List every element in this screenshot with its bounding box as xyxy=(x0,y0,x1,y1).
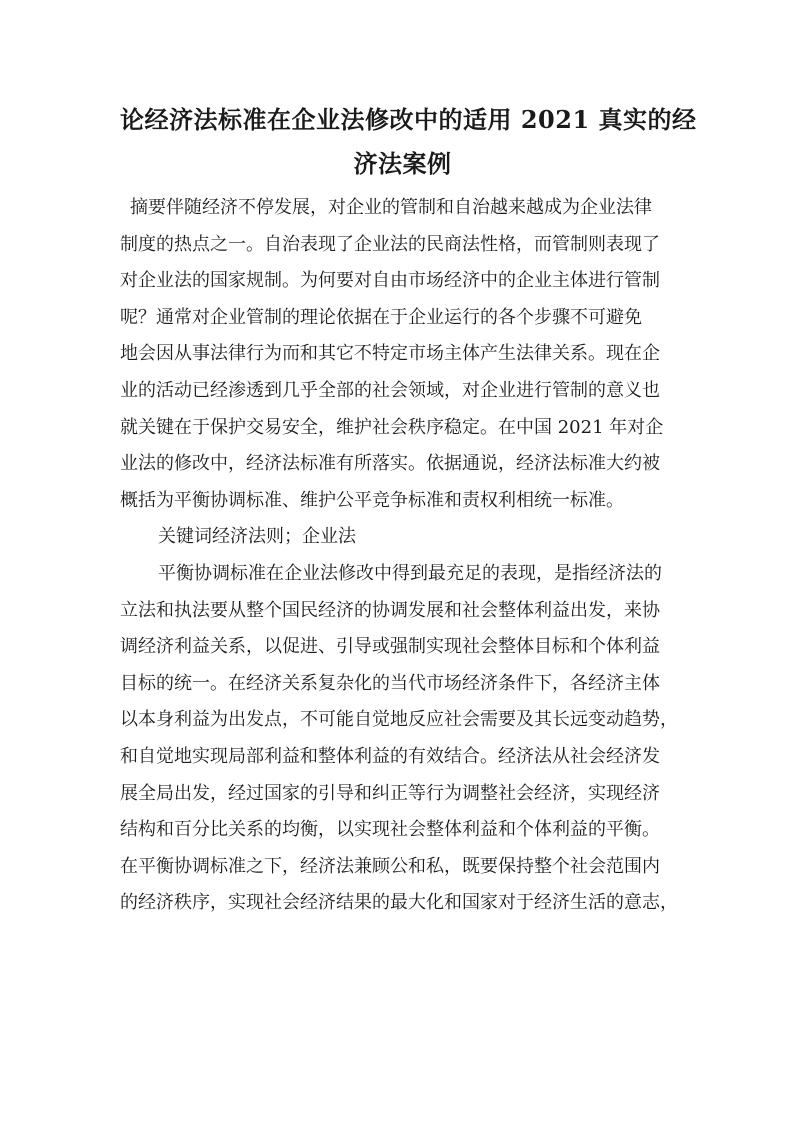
body-line: 展全局出发，经过国家的引导和纠正等行为调整社会经济，实现经济 xyxy=(120,782,660,804)
body-line: 立法和执法要从整个国民经济的协调发展和社会整体利益出发，来协 xyxy=(120,599,660,621)
keywords-paragraph xyxy=(120,519,685,556)
document-title xyxy=(120,98,697,186)
body-line: 的经济秩序，实现社会经济结果的最大化和国家对于经济生活的意志， xyxy=(120,892,678,914)
abstract-paragraph xyxy=(120,190,685,519)
abstract-line: 呢？通常对企业管制的理论依据在于企业运行的各个步骤不可避免 xyxy=(120,306,642,328)
body-line: 目标的统一。在经济关系复杂化的当代市场经济条件下，各经济主体 xyxy=(120,672,660,694)
abstract-line: 制度的热点之一。自治表现了企业法的民商法性格，而管制则表现了 xyxy=(120,233,660,255)
title-line: 论经济法标准在企业法修改中的适用 2021 真实的经 xyxy=(120,105,697,134)
body-line: 平衡协调标准在企业法修改中得到最充足的表现，是指经济法的 xyxy=(158,562,662,584)
body-line: 以本身利益为出发点，不可能自觉地反应社会需要及其长远变动趋势， xyxy=(120,709,678,731)
abstract-line: 摘要伴随经济不停发展，对企业的管制和自治越来越成为企业法律 xyxy=(130,197,652,218)
title-line: 济法案例 xyxy=(353,149,452,178)
body-paragraph xyxy=(120,556,685,922)
abstract-line: 业的活动已经渗透到几乎全部的社会领域，对企业进行管制的意义也 xyxy=(120,379,660,401)
abstract-line: 概括为平衡协调标准、维护公平竞争标准和责权利相统一标准。 xyxy=(120,489,624,511)
document-body xyxy=(120,190,685,922)
body-line: 调经济利益关系，以促进、引导或强制实现社会整体目标和个体利益 xyxy=(120,636,660,658)
abstract-line: 业法的修改中，经济法标准有所落实。依据通说，经济法标准大约被 xyxy=(120,453,660,475)
body-line: 结构和百分比关系的均衡，以实现社会整体利益和个体利益的平衡。 xyxy=(120,819,660,841)
abstract-line: 地会因从事法律行为而和其它不特定市场主体产生法律关系。现在企 xyxy=(120,343,660,365)
body-line: 和自觉地实现局部利益和整体利益的有效结合。经济法从社会经济发 xyxy=(120,745,660,767)
abstract-line: 就关键在于保护交易安全，维护社会秩序稳定。在中国 2021 年对企 xyxy=(120,416,664,438)
keywords-line: 关键词经济法则；企业法 xyxy=(158,526,356,548)
body-line: 在平衡协调标准之下，经济法兼顾公和私，既要保持整个社会范围内 xyxy=(120,855,660,877)
abstract-line: 对企业法的国家规制。为何要对自由市场经济中的企业主体进行管制 xyxy=(120,270,660,292)
